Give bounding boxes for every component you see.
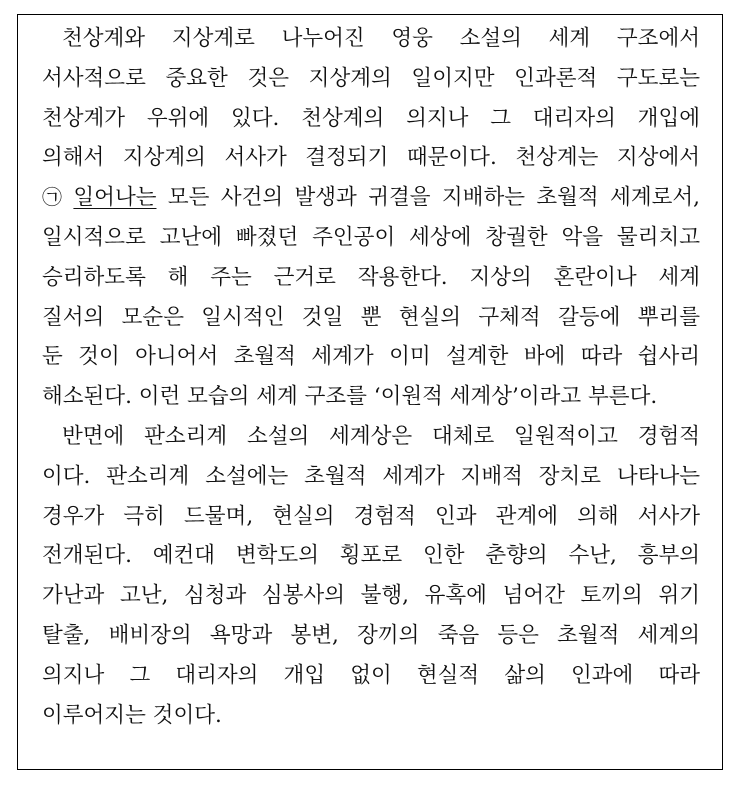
paragraph-2-line-8: 이루어지는 것이다. [42, 702, 222, 728]
paragraph-1-line-1 [42, 19, 700, 59]
paragraph-2-line-1 [42, 417, 700, 457]
passage-box [17, 14, 723, 770]
paragraph-1 [42, 19, 700, 417]
paragraph-1-line-4: 의해서 지상계의 서사가 결정되기 때문이다. 천상계는 지상에서 [42, 145, 700, 171]
paragraph-2-line-7: 의지나 그 대리자의 개입 없이 현실적 삶의 인과에 따라 [42, 662, 700, 688]
paragraph-1-line-5 [42, 178, 700, 218]
paragraph-2-line-3: 경우가 극히 드물며, 현실의 경험적 인과 관계에 의해 서사가 [42, 503, 700, 529]
line-text: 모든 사건의 발생과 귀결을 지배하는 초월적 세계로서, [156, 185, 700, 211]
paragraph-2 [42, 417, 700, 735]
paragraph-2-line-5: 가난과 고난, 심청과 심봉사의 불행, 유혹에 넘어간 토끼의 위기 [42, 583, 700, 609]
line-text: 반면에 판소리계 소설의 세계상은 대체로 일원적이고 경험적 [62, 423, 700, 449]
paragraph-2-line-2: 이다. 판소리계 소설에는 초월적 세계가 지배적 장치로 나타나는 [42, 463, 700, 489]
paragraph-1-line-8: 질서의 모순은 일시적인 것일 뿐 현실의 구체적 갈등에 뿌리를 [42, 304, 700, 330]
paragraph-2-line-6: 탈출, 배비장의 욕망과 봉변, 장끼의 죽음 등은 초월적 세계의 [42, 622, 700, 648]
circled-marker: ㉠ [42, 185, 62, 210]
paragraph-1-line-7: 승리하도록 해 주는 근거로 작용한다. 지상의 혼란이나 세계 [42, 264, 700, 290]
paragraph-1-line-9: 둔 것이 아니어서 초월적 세계가 이미 설계한 바에 따라 쉽사리 [42, 344, 700, 370]
paragraph-1-line-3: 천상계가 우위에 있다. 천상계의 의지나 그 대리자의 개입에 [42, 105, 700, 131]
paragraph-1-line-10: 해소된다. 이런 모습의 세계 구조를 ‘이원적 세계상’이라고 부른다. [42, 384, 658, 410]
paragraph-1-line-6: 일시적으로 고난에 빠졌던 주인공이 세상에 창궐한 악을 물리치고 [42, 224, 700, 250]
paragraph-1-line-2: 서사적으로 중요한 것은 지상계의 일이지만 인과론적 구도로는 [42, 65, 700, 91]
underlined-word: 일어나는 [73, 185, 157, 211]
paragraph-2-line-4: 전개된다. 예컨대 변학도의 횡포로 인한 춘향의 수난, 흥부의 [42, 543, 700, 569]
line-text: 천상계와 지상계로 나누어진 영웅 소설의 세계 구조에서 [62, 26, 700, 51]
